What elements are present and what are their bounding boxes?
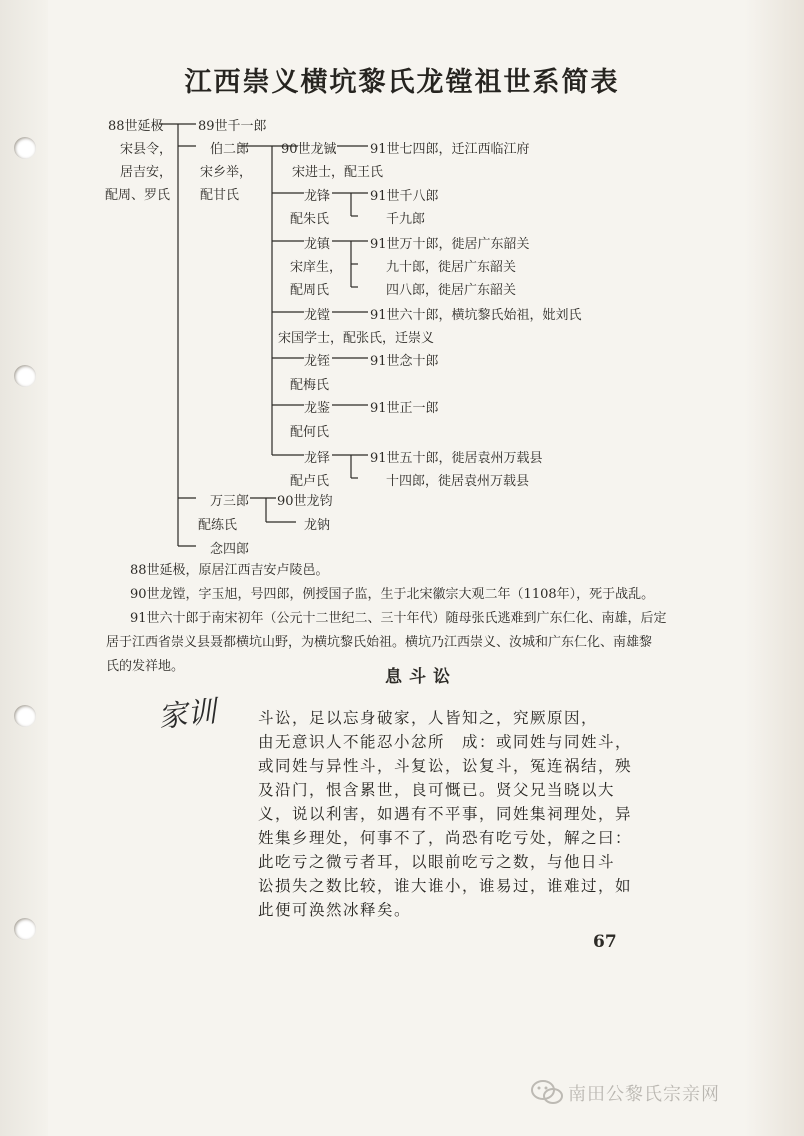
page-title: 江西崇义横坑黎氏龙镗祖世系简表	[184, 67, 620, 98]
essay-line: 及沿门，恨含累世，良可慨已。贤父兄当晓以大	[258, 781, 616, 799]
gen89-member: 伯二郎	[210, 142, 250, 157]
gen90-spouse-line: 宋庠生，	[290, 260, 343, 275]
gen91-member: 91世正一郎	[370, 401, 439, 416]
gen90-member: 龙镇	[304, 237, 331, 252]
gen90-member: 龙铎	[304, 451, 331, 466]
gen91-member: 91世六十郎，横坑黎氏始祖，妣刘氏	[370, 308, 582, 323]
essay-line: 姓集乡理处，何事不了，尚恐有吃亏处，解之曰：	[258, 829, 633, 847]
gen90-member: 龙钠	[304, 518, 331, 533]
gen90-spouse-line: 配周氏	[290, 283, 330, 298]
gen88-spouse-line: 宋县令，	[120, 142, 173, 157]
essay-line: 此便可涣然冰释矣。	[258, 901, 412, 919]
gen90-member: 90世龙铖	[281, 142, 337, 157]
gen91-member: 91世千八郎	[370, 189, 439, 204]
gen90-spouse-line: 配何氏	[290, 425, 330, 440]
watermark-text: 南田公黎氏宗亲网	[568, 1084, 720, 1105]
essay-line: 由无意识人不能忍小忿所 成：或同姓与同姓斗，	[258, 733, 633, 751]
gen89-member: 万三郎	[210, 494, 250, 509]
gen90-spouse-line: 配朱氏	[290, 212, 330, 227]
gen90-spouse-line: 配卢氏	[290, 474, 330, 489]
gen91-member: 91世五十郎，徙居袁州万载县	[370, 451, 543, 466]
gen89-spouse-line: 配练氏	[198, 518, 238, 533]
gen90-member: 90世龙钧	[277, 494, 333, 509]
note-line: 居于江西省崇义县聂都横坑山野，为横坑黎氏始祖。横坑乃江西崇义、汝城和广东仁化、南雄黎	[106, 635, 653, 650]
gen90-note: 宋国学士，配张氏，迁崇义	[278, 331, 435, 346]
gen91-member: 91世万十郎，徙居广东韶关	[370, 237, 530, 252]
essay-body	[258, 706, 653, 922]
gen91-member: 91世七四郎，迁江西临江府	[370, 142, 530, 157]
gen88-spouse-line: 居吉安，	[120, 165, 173, 180]
gen89-spouse-line: 配甘氏	[200, 188, 240, 203]
gen91-member: 千九郎	[386, 212, 426, 227]
gen91-member: 91世念十郎	[370, 354, 439, 369]
page-number: 67	[593, 932, 617, 952]
gen89-member: 念四郎	[210, 542, 250, 557]
gen89-spouse-line: 宋乡举，	[200, 165, 253, 180]
gen88-spouse-line: 配周、罗氏	[105, 188, 171, 203]
essay-line: 义，说以利害，如遇有不平事，同姓集祠理处，异	[258, 805, 633, 823]
essay-line: 讼损失之数比较，谁大谁小，谁易过，谁难过，如	[258, 877, 633, 895]
gen90-member: 龙镗	[304, 308, 331, 323]
note-line: 91世六十郎于南宋初年（公元十二世纪二、三十年代）随母张氏逃难到广东仁化、南雄，后定	[130, 611, 667, 626]
essay-line: 或同姓与异性斗，斗复讼，讼复斗，冤连祸结，殃	[258, 757, 633, 775]
gen91-member: 四八郎，徙居广东韶关	[386, 283, 517, 298]
note-line: 88世延极，原居江西吉安卢陵邑。	[130, 563, 329, 578]
wechat-icon	[530, 1078, 564, 1106]
gen90-member: 龙鉴	[304, 401, 331, 416]
section-title: 息斗讼	[385, 667, 457, 687]
gen90-member: 龙锋	[304, 189, 331, 204]
handwritten-label: 家训	[156, 694, 218, 734]
gen90-member: 龙铚	[304, 354, 331, 369]
gen90-spouse-line: 配梅氏	[290, 378, 330, 393]
gen91-member: 十四郎，徙居袁州万载县	[386, 474, 530, 489]
gen88-name: 88世延极	[108, 119, 164, 134]
note-line: 90世龙镗，字玉旭，号四郎，例授国子监，生于北宋徽宗大观二年（1108年），死于战乱。	[130, 587, 655, 602]
essay-line: 此吃亏之微亏者耳，以眼前吃亏之数，与他日斗	[258, 853, 616, 871]
gen90-note: 宋进士，配王氏	[292, 165, 384, 180]
essay-line: 斗讼，足以忘身破家，人皆知之，究厥原因，	[258, 709, 599, 727]
gen91-member: 九十郎，徙居广东韶关	[386, 260, 517, 275]
note-line: 氏的发祥地。	[106, 659, 185, 674]
gen89-member: 89世千一郎	[198, 119, 267, 134]
